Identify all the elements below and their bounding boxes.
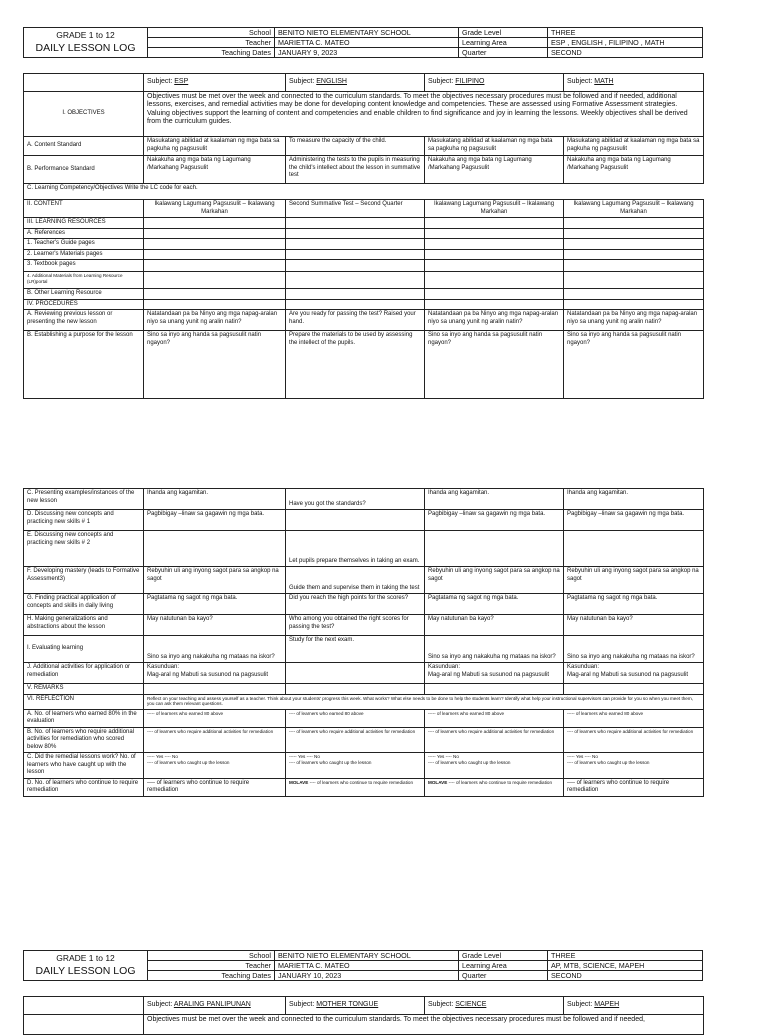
proc-h-math: May natutunan ba kayo? xyxy=(564,615,704,636)
refl-a-esp: ----- of learners who earned 80 above xyxy=(144,709,286,727)
lesson-table-1 xyxy=(23,73,704,399)
proc-e-label: E. Discussing new concepts and practicing new skills # 2 xyxy=(24,531,144,567)
perf-std-math: Nakakuha ang mga bata ng Lagumang /Markahang Pagsusulit xyxy=(564,156,704,184)
proc-h-english: Who among you obtained the right scores for passing the test? xyxy=(286,615,425,636)
content-label: II. CONTENT xyxy=(24,200,144,218)
subject-math: Subject: MATH xyxy=(564,74,704,92)
log-title-cell xyxy=(24,28,148,58)
proc-d-english xyxy=(286,510,425,531)
subject-esp: Subject: ESP xyxy=(144,74,286,92)
proc-c-english: Have you got the standards? xyxy=(286,489,425,510)
subject-science: Subject: SCIENCE xyxy=(425,997,564,1015)
subject-filipino: Subject: FILIPINO xyxy=(425,74,564,92)
additional-materials-label: 4. Additional Materials from Learning Resource (LR)portal xyxy=(24,272,144,289)
perf-std-esp: Nakakuha ang mga bata ng Lagumang /Markahang Pagsusulit xyxy=(144,156,286,184)
proc-h-label: H. Making generalizations and abstractions about the lesson xyxy=(24,615,144,636)
proc-i-label: I. Evaluating learning xyxy=(24,636,144,663)
proc-f-english: Guide them and supervise them in taking the test xyxy=(286,567,425,594)
textbook-label: 3. Textbook pages xyxy=(24,260,144,272)
reflection-text: Reflect on your teaching and assess yourself as a teacher. Think about your students' progress this week. What works? What else needs to be done to help the students learn? Identify what help your instructional supervisors can provide for you so when you meet them, you can ask them relevant questions. xyxy=(144,694,704,709)
subject-ap: Subject: ARALING PANLIPUNAN xyxy=(144,997,286,1015)
refl-b-filipino: ---- of learners who require additional activities for remediation xyxy=(425,727,564,753)
log-title: DAILY LESSON LOG xyxy=(35,42,136,55)
subjects-row xyxy=(24,74,704,92)
refl-c-english: ----- Yes ---- No ---- of learners who caught up the lesson xyxy=(286,753,425,779)
proc-c-label: C. Presenting examples/instances of the new lesson xyxy=(24,489,144,510)
proc-a-math: Natatandaan pa ba Ninyo ang mga napag-aralan niyo sa unang yunit ng aralin natin? xyxy=(564,310,704,331)
refl-d-math: ---- of learners who continue to require remediation xyxy=(564,778,704,796)
reflection-label: VI. REFLECTION xyxy=(24,694,144,709)
quarter-label: Quarter xyxy=(459,971,548,981)
proc-e-english: Let pupils prepare themselves in taking an exam. xyxy=(286,531,425,567)
content-english: Second Summative Test – Second Quarter xyxy=(286,200,425,218)
proc-j-esp: Kasunduan: Mag-aral ng Mabuti sa susunod na pagsusulit xyxy=(144,663,286,684)
content-std-esp: Masukatang abilidad at kaalaman ng mga bata sa pagkuha ng pagsusulit xyxy=(144,137,286,156)
proc-f-filipino: Rebyuhin uli ang inyong sagot para sa angkop na sagot xyxy=(425,567,564,594)
learning-resources-label: III. LEARNING RESOURCES xyxy=(24,218,144,229)
content-math: Ikalawang Lagumang Pagsusulit – Ikalawang Markahan xyxy=(564,200,704,218)
proc-b-esp: Sino sa inyo ang handa sa pagsusulit natin ngayon? xyxy=(144,331,286,399)
school-value: BENITO NIETO ELEMENTARY SCHOOL xyxy=(275,28,459,38)
proc-b-label: B. Establishing a purpose for the lesson xyxy=(24,331,144,399)
proc-b-math: Sino sa inyo ang handa sa pagsusulit natin ngayon? xyxy=(564,331,704,399)
learning-area-label: Learning Area xyxy=(459,961,548,971)
teacher-label: Teacher xyxy=(148,961,275,971)
log-title: DAILY LESSON LOG xyxy=(35,965,136,978)
proc-d-filipino: Pagbibigay –linaw sa gagawin ng mga bata. xyxy=(425,510,564,531)
content-standard-label: A. Content Standard xyxy=(24,137,144,156)
proc-g-english: Did you reach the high points for the scores? xyxy=(286,594,425,615)
grade-level-label: Grade Level xyxy=(459,28,548,38)
proc-i-english: Study for the next exam. xyxy=(286,636,425,663)
grade-range: GRADE 1 to 12 xyxy=(56,29,115,40)
perf-std-filipino: Nakakuha ang mga bata ng Lagumang /Markahang Pagsusulit xyxy=(425,156,564,184)
proc-f-math: Rebyuhin uli ang inyong sagot para sa angkop na sagot xyxy=(564,567,704,594)
other-resource-label: B. Other Learning Resource xyxy=(24,289,144,300)
proc-e-filipino xyxy=(425,531,564,567)
school-label: School xyxy=(148,951,275,961)
refl-d-label: D. No. of learners who continue to require remediation xyxy=(24,778,144,796)
proc-f-label: F. Developing mastery (leads to Formative Assessment3) xyxy=(24,567,144,594)
teacher-value: MARIETTA C. MATEO xyxy=(275,38,459,48)
teachers-guide-label: 1. Teacher's Guide pages xyxy=(24,239,144,250)
refl-a-label: A. No. of learners who earned 80% in the evaluation xyxy=(24,709,144,727)
teaching-dates-label: Teaching Dates xyxy=(148,971,275,981)
objectives-text: Objectives must be met over the week and connected to the curriculum standards. To meet the objectives necessary procedures must be followed and if needed, additional lessons, exercises, and remedial activities may be done for developing content knowledge and competencies. These are assessed using Formative Assessment strategies. Valuing objectives support the learning of content and competencies and enable children to find significance and joy in learning the lessons. Weekly objectives shall be derived from the curriculum guides. xyxy=(144,92,704,137)
proc-a-filipino: Natatandaan pa ba Ninyo ang mga napag-aralan niyo sa unang yunit ng aralin natin? xyxy=(425,310,564,331)
proc-j-english xyxy=(286,663,425,684)
proc-b-english: Prepare the materials to be used by assessing the intellect of the pupils. xyxy=(286,331,425,399)
learners-materials-label: 2. Learner's Materials pages xyxy=(24,249,144,260)
proc-g-label: G. Finding practical application of concepts and skills in daily living xyxy=(24,594,144,615)
proc-j-label: J. Additional activities for application or remediation xyxy=(24,663,144,684)
teaching-dates-value: JANUARY 10, 2023 xyxy=(275,971,459,981)
header-table-1 xyxy=(23,27,703,58)
refl-b-math: ---- of learners who require additional activities for remediation xyxy=(564,727,704,753)
subject-english: Subject: ENGLISH xyxy=(286,74,425,92)
proc-g-filipino: Pagtatama ng sagot ng mga bata. xyxy=(425,594,564,615)
quarter-label: Quarter xyxy=(459,48,548,58)
school-value: BENITO NIETO ELEMENTARY SCHOOL xyxy=(275,951,459,961)
refl-c-label: C. Did the remedial lessons work? No. of learners who have caught up with the lesson xyxy=(24,753,144,779)
proc-e-math xyxy=(564,531,704,567)
grade-level-value: THREE xyxy=(548,28,703,38)
competency-label: C. Learning Competency/Objectives Write the LC code for each. xyxy=(24,184,704,200)
refl-d-english: MOLAVE ---- of learners who continue to require remediation xyxy=(286,778,425,796)
teacher-label: Teacher xyxy=(148,38,275,48)
objectives-text-cut: Objectives must be met over the week and connected to the curriculum standards. To meet the objectives necessary procedures must be followed and if needed, xyxy=(144,1015,704,1035)
refl-b-english: ---- of learners who require additional activities for remediation xyxy=(286,727,425,753)
proc-c-math: Ihanda ang kagamitan. xyxy=(564,489,704,510)
subject-mapeh: Subject: MAPEH xyxy=(564,997,704,1015)
content-filipino: Ikalawang Lagumang Pagsusulit – Ikalawang Markahan xyxy=(425,200,564,218)
proc-c-esp: Ihanda ang kagamitan. xyxy=(144,489,286,510)
refl-c-esp: ----- Yes ---- No ---- of learners who caught up the lesson xyxy=(144,753,286,779)
proc-i-filipino: Sino sa inyo ang nakakuha ng mataas na iskor? xyxy=(425,636,564,663)
proc-d-math: Pagbibigay –linaw sa gagawin ng mga bata. xyxy=(564,510,704,531)
refl-c-math: ----- Yes ---- No ---- of learners who caught up the lesson xyxy=(564,753,704,779)
refl-d-esp: ---- of learners who continue to require remediation xyxy=(144,778,286,796)
teaching-dates-value: JANUARY 9, 2023 xyxy=(275,48,459,58)
grade-range: GRADE 1 to 12 xyxy=(56,952,115,963)
teacher-value: MARIETTA C. MATEO xyxy=(275,961,459,971)
lesson-table-2 xyxy=(23,488,704,797)
log-title-cell xyxy=(24,951,148,981)
proc-g-math: Pagtatama ng sagot ng mga bata. xyxy=(564,594,704,615)
references-label: A. References xyxy=(24,228,144,239)
header-table-3 xyxy=(23,950,703,981)
proc-c-filipino: Ihanda ang kagamitan. xyxy=(425,489,564,510)
content-std-math: Masukatang abilidad at kaalaman ng mga bata sa pagkuha ng pagsusulit xyxy=(564,137,704,156)
learning-area-value: AP, MTB, SCIENCE, MAPEH xyxy=(548,961,703,971)
proc-d-esp: Pagbibigay –linaw sa gagawin ng mga bata. xyxy=(144,510,286,531)
content-esp: Ikalawang Lagumang Pagsusulit – Ikalawang Markahan xyxy=(144,200,286,218)
proc-h-esp: May natutunan ba kayo? xyxy=(144,615,286,636)
perf-std-english: Administering the tests to the pupils in measuring the child's intellect about the lesson in summative test xyxy=(286,156,425,184)
subject-mtb: Subject: MOTHER TONGUE xyxy=(286,997,425,1015)
content-std-english: To measure the capacity of the child. xyxy=(286,137,425,156)
refl-a-math: ----- of learners who earned 80 above xyxy=(564,709,704,727)
proc-h-filipino: May natutunan ba kayo? xyxy=(425,615,564,636)
proc-g-esp: Pagtatama ng sagot ng mga bata. xyxy=(144,594,286,615)
quarter-value: SECOND xyxy=(548,971,703,981)
proc-b-filipino: Sino sa inyo ang handa sa pagsusulit natin ngayon? xyxy=(425,331,564,399)
objectives-label: I. OBJECTIVES xyxy=(24,92,144,137)
proc-a-esp: Natatandaan pa ba Ninyo ang mga napag-aralan niyo sa unang yunit ng aralin natin? xyxy=(144,310,286,331)
learning-area-value: ESP , ENGLISH , FILIPINO , MATH xyxy=(548,38,703,48)
grade-level-value: THREE xyxy=(548,951,703,961)
proc-f-esp: Rebyuhin uli ang inyong sagot para sa angkop na sagot xyxy=(144,567,286,594)
remarks-label: V. REMARKS xyxy=(24,684,144,695)
quarter-value: SECOND xyxy=(548,48,703,58)
refl-c-filipino: ----- Yes ---- No ---- of learners who caught up the lesson xyxy=(425,753,564,779)
proc-i-esp: Sino sa inyo ang nakakuha ng mataas na iskor? xyxy=(144,636,286,663)
proc-a-label: A. Reviewing previous lesson or presenting the new lesson xyxy=(24,310,144,331)
refl-b-label: B. No. of learners who require additional activities for remediation who scored below 80% xyxy=(24,727,144,753)
grade-level-label: Grade Level xyxy=(459,951,548,961)
proc-j-math: Kasunduan: Mag-aral ng Mabuti sa susunod na pagsusulit xyxy=(564,663,704,684)
procedures-label: IV. PROCEDURES xyxy=(24,299,144,310)
teaching-dates-label: Teaching Dates xyxy=(148,48,275,58)
objectives-label-cut xyxy=(24,1015,144,1035)
refl-d-filipino: MOLAVE ---- of learners who continue to require remediation xyxy=(425,778,564,796)
learning-area-label: Learning Area xyxy=(459,38,548,48)
proc-j-filipino: Kasunduan: Mag-aral ng Mabuti sa susunod na pagsusulit xyxy=(425,663,564,684)
refl-a-filipino: ----- of learners who earned 80 above xyxy=(425,709,564,727)
proc-a-english: Are you ready for passing the test? Raised your hand. xyxy=(286,310,425,331)
proc-d-label: D. Discussing new concepts and practicing new skills # 1 xyxy=(24,510,144,531)
performance-standard-label: B. Performance Standard xyxy=(24,156,144,184)
content-std-filipino: Masukatang abilidad at kaalaman ng mga bata sa pagkuha ng pagsusulit xyxy=(425,137,564,156)
proc-e-esp xyxy=(144,531,286,567)
refl-a-english: ---- of learners who earned 80 above xyxy=(286,709,425,727)
blank-cell xyxy=(24,74,144,92)
blank-cell xyxy=(24,997,144,1015)
school-label: School xyxy=(148,28,275,38)
proc-i-math: Sino sa inyo ang nakakuha ng mataas na iskor? xyxy=(564,636,704,663)
refl-b-esp: ---- of learners who require additional activities for remediation xyxy=(144,727,286,753)
lesson-table-3 xyxy=(23,996,704,1035)
